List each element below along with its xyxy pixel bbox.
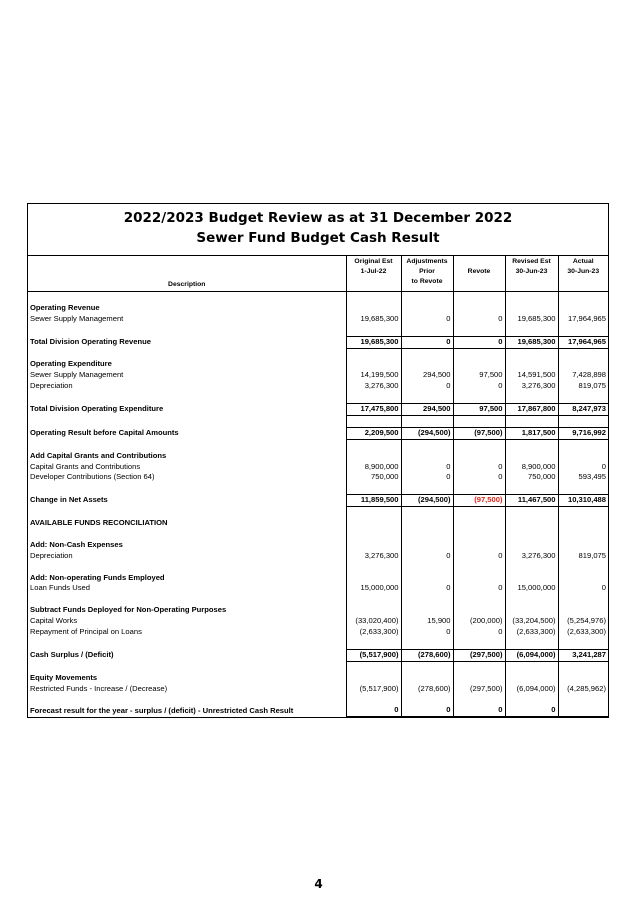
table-row bbox=[28, 661, 608, 672]
report-title-block bbox=[28, 204, 608, 256]
row-label bbox=[28, 415, 346, 427]
cell-revised bbox=[505, 694, 558, 705]
cell-actual bbox=[558, 705, 608, 716]
cell-actual: 0 bbox=[558, 462, 608, 473]
cell-revote: 97,500 bbox=[453, 404, 505, 416]
table-row bbox=[28, 529, 608, 540]
cell-adjustments bbox=[401, 415, 453, 427]
row-label bbox=[28, 529, 346, 540]
cell-actual bbox=[558, 529, 608, 540]
cell-revote: (200,000) bbox=[453, 616, 505, 627]
cell-actual bbox=[558, 562, 608, 573]
header-description: Description bbox=[28, 256, 346, 292]
cell-adjustments bbox=[401, 661, 453, 672]
row-label bbox=[28, 348, 346, 359]
cell-adjustments: 0 bbox=[401, 627, 453, 638]
row-label: Operating Result before Capital Amounts bbox=[30, 427, 179, 437]
cell-adjustments bbox=[401, 540, 453, 551]
cell-revised bbox=[505, 415, 558, 427]
cell-revote bbox=[453, 605, 505, 616]
table-row bbox=[28, 616, 608, 627]
row-label bbox=[28, 661, 346, 672]
table-row bbox=[28, 551, 608, 562]
row-label bbox=[28, 507, 346, 518]
table-row bbox=[28, 381, 608, 392]
cell-revote: 0 bbox=[453, 551, 505, 562]
table-row bbox=[28, 415, 608, 427]
cell-revised: 3,276,300 bbox=[505, 551, 558, 562]
cell-revote: 0 bbox=[453, 381, 505, 392]
cell-revised bbox=[505, 594, 558, 605]
cell-revised: 8,900,000 bbox=[505, 462, 558, 473]
cell-original: (2,633,300) bbox=[346, 627, 401, 638]
cell-original bbox=[346, 540, 401, 551]
cell-revote bbox=[453, 694, 505, 705]
cell-actual bbox=[558, 483, 608, 494]
row-label bbox=[28, 483, 346, 494]
cell-revote: (297,500) bbox=[453, 684, 505, 695]
cell-revised: 15,000,000 bbox=[505, 583, 558, 594]
cell-revote bbox=[453, 392, 505, 403]
table-row bbox=[28, 594, 608, 605]
cell-revote bbox=[453, 529, 505, 540]
cell-revised bbox=[505, 605, 558, 616]
cell-revote: (97,500) bbox=[453, 427, 505, 439]
cell-adjustments: (278,600) bbox=[401, 649, 453, 661]
row-label bbox=[28, 694, 346, 705]
cell-revised: 750,000 bbox=[505, 472, 558, 483]
row-label: Forecast result for the year - surplus / (deficit) - Unrestricted Cash Result bbox=[30, 705, 294, 715]
table-row bbox=[28, 292, 608, 303]
cell-revised bbox=[505, 451, 558, 462]
cell-adjustments bbox=[401, 529, 453, 540]
cell-adjustments bbox=[401, 292, 453, 303]
row-label bbox=[28, 562, 346, 573]
cell-revote bbox=[453, 348, 505, 359]
cell-adjustments: 0 bbox=[401, 705, 453, 716]
row-label: Change in Net Assets bbox=[30, 495, 108, 505]
cell-original bbox=[346, 562, 401, 573]
cell-revote bbox=[453, 415, 505, 427]
section-heading-row bbox=[28, 518, 608, 529]
cell-original bbox=[346, 415, 401, 427]
cell-revised bbox=[505, 507, 558, 518]
cell-adjustments bbox=[401, 303, 453, 314]
budget-table bbox=[28, 256, 608, 717]
cell-adjustments: 294,500 bbox=[401, 404, 453, 416]
cell-adjustments: (294,500) bbox=[401, 495, 453, 507]
cell-original bbox=[346, 348, 401, 359]
total-row bbox=[28, 495, 608, 507]
header-adjust-line1: Adjustments bbox=[406, 258, 448, 265]
row-label: Sewer Supply Management bbox=[30, 313, 124, 323]
section-heading-row bbox=[28, 540, 608, 551]
cell-actual bbox=[558, 605, 608, 616]
cell-actual: 17,964,965 bbox=[558, 314, 608, 325]
cell-original bbox=[346, 483, 401, 494]
cell-revote bbox=[453, 594, 505, 605]
cell-adjustments: (278,600) bbox=[401, 684, 453, 695]
cell-adjustments bbox=[401, 451, 453, 462]
cell-actual bbox=[558, 518, 608, 529]
cell-actual: 819,075 bbox=[558, 551, 608, 562]
cell-revote: 0 bbox=[453, 472, 505, 483]
cell-actual: 9,716,992 bbox=[558, 427, 608, 439]
cell-revised: 3,276,300 bbox=[505, 381, 558, 392]
table-row bbox=[28, 370, 608, 381]
section-heading-row bbox=[28, 673, 608, 684]
cell-actual bbox=[558, 303, 608, 314]
cell-actual bbox=[558, 573, 608, 584]
cell-revote bbox=[453, 562, 505, 573]
header-actual-line1: Actual bbox=[572, 258, 594, 265]
cell-adjustments bbox=[401, 359, 453, 370]
header-revote-label: Revote bbox=[467, 268, 491, 275]
cell-revised bbox=[505, 638, 558, 649]
row-label: Operating Revenue bbox=[30, 302, 100, 312]
cell-actual bbox=[558, 638, 608, 649]
row-label: Total Division Operating Revenue bbox=[30, 336, 151, 346]
cell-original bbox=[346, 507, 401, 518]
row-label: Depreciation bbox=[30, 381, 73, 391]
cell-revised bbox=[505, 673, 558, 684]
cell-actual bbox=[558, 673, 608, 684]
header-adjustments bbox=[401, 256, 453, 292]
cell-adjustments bbox=[401, 673, 453, 684]
cell-actual: 0 bbox=[558, 583, 608, 594]
cell-actual: 10,310,488 bbox=[558, 495, 608, 507]
cell-revised: (6,094,000) bbox=[505, 649, 558, 661]
cell-revised bbox=[505, 359, 558, 370]
cell-original: 0 bbox=[346, 705, 401, 716]
table-row bbox=[28, 483, 608, 494]
table-row bbox=[28, 314, 608, 325]
cell-adjustments: 15,900 bbox=[401, 616, 453, 627]
cell-revised: 19,685,300 bbox=[505, 314, 558, 325]
cell-revote: 0 bbox=[453, 462, 505, 473]
row-label: AVAILABLE FUNDS RECONCILIATION bbox=[30, 518, 168, 527]
header-adjust-line2: Prior bbox=[419, 268, 435, 275]
cell-actual: 7,428,898 bbox=[558, 370, 608, 381]
cell-revised: 14,591,500 bbox=[505, 370, 558, 381]
cell-revised: (33,204,500) bbox=[505, 616, 558, 627]
header-original-line2: 1-Jul-22 bbox=[360, 268, 387, 275]
row-label bbox=[28, 439, 346, 450]
row-label: Depreciation bbox=[30, 550, 73, 560]
cell-actual bbox=[558, 507, 608, 518]
header-revised-line2: 30-Jun-23 bbox=[515, 268, 548, 275]
cell-actual: 593,495 bbox=[558, 472, 608, 483]
cell-original: 15,000,000 bbox=[346, 583, 401, 594]
cell-revised bbox=[505, 392, 558, 403]
cell-original: 19,685,300 bbox=[346, 314, 401, 325]
cell-actual: 819,075 bbox=[558, 381, 608, 392]
table-row bbox=[28, 392, 608, 403]
row-label: Add: Non-Cash Expenses bbox=[30, 539, 123, 549]
cell-revote bbox=[453, 303, 505, 314]
cell-original bbox=[346, 529, 401, 540]
table-row bbox=[28, 472, 608, 483]
cell-actual: 8,247,973 bbox=[558, 404, 608, 416]
cell-revised: 11,467,500 bbox=[505, 495, 558, 507]
table-row bbox=[28, 507, 608, 518]
cell-adjustments: (294,500) bbox=[401, 427, 453, 439]
table-body bbox=[28, 292, 608, 717]
cell-actual: (5,254,976) bbox=[558, 616, 608, 627]
row-label: Developer Contributions (Section 64) bbox=[30, 472, 155, 482]
cell-revote bbox=[453, 661, 505, 672]
cell-original: 17,475,800 bbox=[346, 404, 401, 416]
cell-revote bbox=[453, 451, 505, 462]
cell-revote: 97,500 bbox=[453, 370, 505, 381]
row-label: Total Division Operating Expenditure bbox=[30, 404, 164, 413]
cell-actual bbox=[558, 292, 608, 303]
cell-original bbox=[346, 573, 401, 584]
cell-revised bbox=[505, 573, 558, 584]
cell-actual bbox=[558, 540, 608, 551]
header-actual bbox=[558, 256, 608, 292]
cell-adjustments: 294,500 bbox=[401, 370, 453, 381]
cell-adjustments bbox=[401, 518, 453, 529]
cell-original bbox=[346, 673, 401, 684]
cell-revote bbox=[453, 359, 505, 370]
table-header-row bbox=[28, 256, 608, 292]
cell-actual bbox=[558, 439, 608, 450]
cell-revote bbox=[453, 483, 505, 494]
cell-adjustments bbox=[401, 392, 453, 403]
cell-actual: (2,633,300) bbox=[558, 627, 608, 638]
cell-original bbox=[346, 451, 401, 462]
cell-actual bbox=[558, 415, 608, 427]
row-label: Subtract Funds Deployed for Non-Operating Purposes bbox=[30, 605, 227, 615]
cell-original bbox=[346, 605, 401, 616]
cell-adjustments bbox=[401, 325, 453, 336]
cell-revote bbox=[453, 673, 505, 684]
cell-actual: 3,241,287 bbox=[558, 649, 608, 661]
cell-revised bbox=[505, 483, 558, 494]
cell-original bbox=[346, 661, 401, 672]
cell-original bbox=[346, 325, 401, 336]
table-row bbox=[28, 684, 608, 695]
cell-revised: (6,094,000) bbox=[505, 684, 558, 695]
total-row bbox=[28, 649, 608, 661]
cell-adjustments: 0 bbox=[401, 472, 453, 483]
cell-adjustments bbox=[401, 439, 453, 450]
row-label: Operating Expenditure bbox=[30, 359, 112, 369]
cell-revote-highlighted: (97,500) bbox=[453, 495, 505, 507]
cell-original: (5,517,900) bbox=[346, 684, 401, 695]
cell-revised: 17,867,800 bbox=[505, 404, 558, 416]
row-label: Add Capital Grants and Contributions bbox=[30, 450, 167, 460]
cell-original: 750,000 bbox=[346, 472, 401, 483]
table-row bbox=[28, 325, 608, 336]
cell-revised bbox=[505, 529, 558, 540]
cell-revote bbox=[453, 540, 505, 551]
cell-revote: 0 bbox=[453, 705, 505, 716]
table-row bbox=[28, 462, 608, 473]
row-label bbox=[28, 638, 346, 649]
cell-original: 2,209,500 bbox=[346, 427, 401, 439]
cell-adjustments: 0 bbox=[401, 462, 453, 473]
cell-actual bbox=[558, 594, 608, 605]
row-label bbox=[28, 325, 346, 336]
cell-actual bbox=[558, 451, 608, 462]
cell-adjustments bbox=[401, 348, 453, 359]
cell-adjustments bbox=[401, 694, 453, 705]
cell-original bbox=[346, 518, 401, 529]
cell-revote: 0 bbox=[453, 627, 505, 638]
row-label: Capital Works bbox=[30, 616, 78, 626]
cell-actual bbox=[558, 325, 608, 336]
cell-revote bbox=[453, 439, 505, 450]
cell-revote bbox=[453, 292, 505, 303]
row-label: Cash Surplus / (Deficit) bbox=[30, 649, 114, 659]
cell-adjustments bbox=[401, 483, 453, 494]
cell-original: 3,276,300 bbox=[346, 551, 401, 562]
cell-original bbox=[346, 303, 401, 314]
cell-original: 3,276,300 bbox=[346, 381, 401, 392]
cell-revised: (2,633,300) bbox=[505, 627, 558, 638]
row-label: Restricted Funds - Increase / (Decrease) bbox=[30, 683, 168, 693]
cell-original bbox=[346, 359, 401, 370]
cell-adjustments bbox=[401, 573, 453, 584]
header-revised-line1: Revised Est bbox=[512, 258, 551, 265]
cell-original: 8,900,000 bbox=[346, 462, 401, 473]
row-label bbox=[28, 292, 346, 303]
cell-actual bbox=[558, 359, 608, 370]
cell-revised: 19,685,300 bbox=[505, 336, 558, 348]
cell-revised bbox=[505, 439, 558, 450]
cell-revised bbox=[505, 303, 558, 314]
table-row bbox=[28, 562, 608, 573]
header-revote bbox=[453, 256, 505, 292]
cell-revote bbox=[453, 573, 505, 584]
header-actual-line2: 30-Jun-23 bbox=[567, 268, 600, 275]
cell-original bbox=[346, 638, 401, 649]
cell-actual: 17,964,965 bbox=[558, 336, 608, 348]
cell-revised bbox=[505, 518, 558, 529]
cell-original bbox=[346, 439, 401, 450]
table-row bbox=[28, 627, 608, 638]
cell-revised bbox=[505, 661, 558, 672]
cell-original: (5,517,900) bbox=[346, 649, 401, 661]
cell-revised bbox=[505, 540, 558, 551]
section-heading-row bbox=[28, 573, 608, 584]
report-title: 2022/2023 Budget Review as at 31 December 2022 bbox=[123, 210, 513, 226]
row-label: Equity Movements bbox=[30, 672, 98, 682]
cell-adjustments: 0 bbox=[401, 551, 453, 562]
report-subtitle: Sewer Fund Budget Cash Result bbox=[196, 230, 440, 246]
cell-actual bbox=[558, 348, 608, 359]
budget-report bbox=[27, 203, 609, 718]
table-row bbox=[28, 694, 608, 705]
section-heading-row bbox=[28, 303, 608, 314]
cell-adjustments bbox=[401, 507, 453, 518]
cell-adjustments: 0 bbox=[401, 583, 453, 594]
section-heading-row bbox=[28, 451, 608, 462]
row-label: Capital Grants and Contributions bbox=[30, 461, 141, 471]
cell-adjustments: 0 bbox=[401, 336, 453, 348]
cell-revised: 1,817,500 bbox=[505, 427, 558, 439]
cell-revote: (297,500) bbox=[453, 649, 505, 661]
cell-adjustments bbox=[401, 562, 453, 573]
cell-actual bbox=[558, 661, 608, 672]
cell-revised bbox=[505, 348, 558, 359]
row-label: Add: Non-operating Funds Employed bbox=[30, 572, 165, 582]
row-label: Repayment of Principal on Loans bbox=[30, 627, 142, 637]
cell-revised bbox=[505, 325, 558, 336]
cell-actual bbox=[558, 392, 608, 403]
cell-revised: 0 bbox=[505, 705, 558, 716]
page-number: 4 bbox=[314, 877, 323, 891]
cell-revote bbox=[453, 518, 505, 529]
row-label: Sewer Supply Management bbox=[30, 370, 124, 380]
total-row bbox=[28, 427, 608, 439]
table-row bbox=[28, 439, 608, 450]
cell-adjustments bbox=[401, 605, 453, 616]
header-original-line1: Original Est bbox=[354, 258, 393, 265]
header-original-est bbox=[346, 256, 401, 292]
cell-revote bbox=[453, 507, 505, 518]
row-label bbox=[28, 392, 346, 403]
cell-original bbox=[346, 292, 401, 303]
cell-adjustments: 0 bbox=[401, 314, 453, 325]
cell-original bbox=[346, 694, 401, 705]
cell-actual: (4,285,962) bbox=[558, 684, 608, 695]
cell-original: 11,859,500 bbox=[346, 495, 401, 507]
row-label bbox=[28, 594, 346, 605]
cell-original bbox=[346, 392, 401, 403]
cell-revote bbox=[453, 325, 505, 336]
row-label: Loan Funds Used bbox=[30, 583, 90, 593]
table-row bbox=[28, 348, 608, 359]
final-result-row bbox=[28, 705, 608, 716]
cell-adjustments bbox=[401, 594, 453, 605]
cell-revote bbox=[453, 638, 505, 649]
cell-adjustments: 0 bbox=[401, 381, 453, 392]
header-revised-est bbox=[505, 256, 558, 292]
cell-original bbox=[346, 594, 401, 605]
cell-revised bbox=[505, 562, 558, 573]
total-row bbox=[28, 404, 608, 416]
cell-adjustments bbox=[401, 638, 453, 649]
cell-revote: 0 bbox=[453, 314, 505, 325]
cell-revote: 0 bbox=[453, 336, 505, 348]
table-row bbox=[28, 583, 608, 594]
cell-revised bbox=[505, 292, 558, 303]
cell-original: 19,685,300 bbox=[346, 336, 401, 348]
section-heading-row bbox=[28, 359, 608, 370]
cell-original: 14,199,500 bbox=[346, 370, 401, 381]
section-heading-row bbox=[28, 605, 608, 616]
total-row bbox=[28, 336, 608, 348]
cell-revote: 0 bbox=[453, 583, 505, 594]
table-row bbox=[28, 638, 608, 649]
cell-actual bbox=[558, 694, 608, 705]
cell-original: (33,020,400) bbox=[346, 616, 401, 627]
header-adjust-line3: to Revote bbox=[411, 278, 443, 285]
